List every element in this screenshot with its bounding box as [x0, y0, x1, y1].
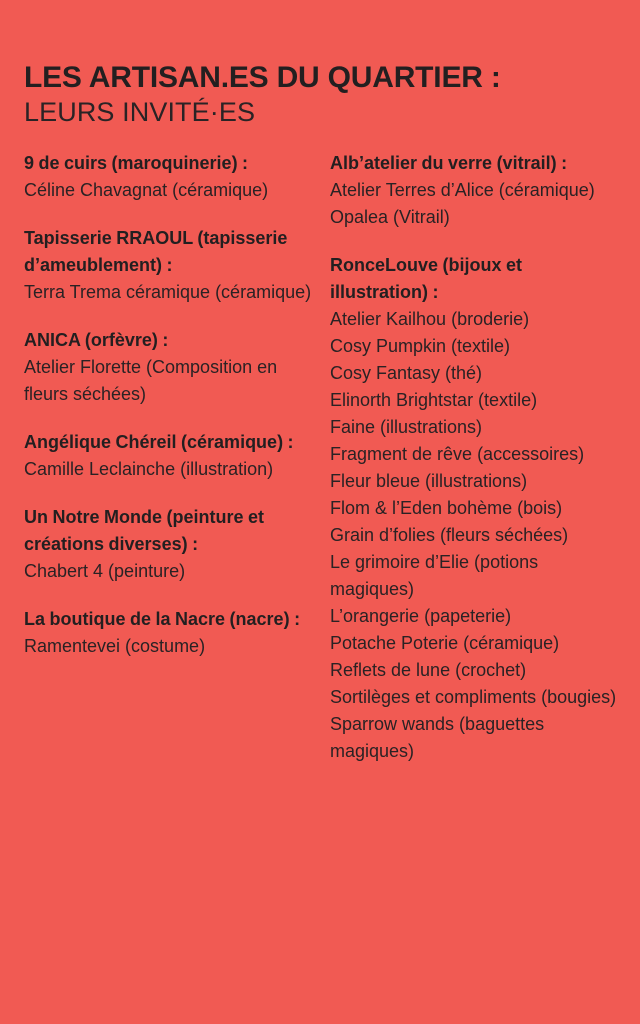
guest-list-item: Cosy Fantasy (thé): [330, 363, 483, 384]
guest-list-item: Sparrow wands (baguettes magiques): [330, 714, 545, 762]
poster-header: [24, 62, 622, 128]
artisan-group: [24, 504, 322, 585]
guest-list-item: Le grimoire d’Elie (potions magiques): [330, 552, 539, 600]
artisan-group-heading: La boutique de la Nacre (nacre) :: [24, 609, 301, 630]
guest-list-item: Fleur bleue (illustrations): [330, 471, 528, 492]
guest-list: [24, 456, 322, 483]
guest-list-item: Terra Trema céramique (céramique): [24, 282, 312, 303]
guest-list-item: Flom & l’Eden bohème (bois): [330, 498, 563, 519]
guest-list-item: Ramentevei (costume): [24, 636, 206, 657]
guest-list-item: Elinorth Brightstar (textile): [330, 390, 538, 411]
guest-list-item: Sortilèges et compliments (bougies): [330, 687, 617, 708]
guest-list-item: Camille Leclainche (illustration): [24, 459, 274, 480]
artisan-group-heading: ANICA (orfèvre) :: [24, 330, 169, 351]
right-column: [330, 150, 622, 765]
guest-list-item: Chabert 4 (peinture): [24, 561, 186, 582]
guest-list: [24, 177, 322, 204]
page-subtitle: LEURS INVITÉ·ES: [24, 97, 256, 128]
left-column: [24, 150, 330, 660]
columns-container: [24, 150, 622, 765]
guest-list-item: Atelier Terres d’Alice (céramique): [330, 180, 595, 201]
guest-list-item: Atelier Kailhou (broderie): [330, 309, 530, 330]
artisan-group: [24, 429, 322, 483]
guest-list-item: Faine (illustrations): [330, 417, 483, 438]
artisan-group: [24, 150, 322, 204]
artisan-group: [24, 225, 322, 306]
artisan-group: [330, 252, 622, 765]
guest-list-item: Potache Poterie (céramique): [330, 633, 560, 654]
artisan-group: [24, 327, 322, 408]
artisan-group: [24, 606, 322, 660]
guest-list-item: Céline Chavagnat (céramique): [24, 180, 269, 201]
guest-list: [330, 177, 622, 231]
guest-list: [24, 279, 322, 306]
guest-list: [24, 558, 322, 585]
guest-list-item: Cosy Pumpkin (textile): [330, 336, 511, 357]
guest-list-item: L’orangerie (papeterie): [330, 606, 512, 627]
guest-list: [24, 633, 322, 660]
artisan-group: [330, 150, 622, 231]
page-title: LES ARTISAN.ES DU QUARTIER :: [24, 61, 501, 94]
artisan-group-heading: Angélique Chéreil (céramique) :: [24, 432, 294, 453]
guest-list-item: Grain d’folies (fleurs séchées): [330, 525, 569, 546]
guest-list-item: Atelier Florette (Composition en fleurs séchées): [24, 357, 278, 405]
guest-list-item: Reflets de lune (crochet): [330, 660, 527, 681]
guest-list: [24, 354, 322, 408]
guest-list-item: Fragment de rêve (accessoires): [330, 444, 585, 465]
guest-list: [330, 306, 622, 765]
artisan-group-heading: Alb’atelier du verre (vitrail) :: [330, 153, 568, 174]
artisan-group-heading: Tapisserie RRAOUL (tapisserie d’ameublement) :: [24, 228, 288, 276]
artisan-group-heading: RonceLouve (bijoux et illustration) :: [330, 255, 523, 303]
guest-list-item: Opalea (Vitrail): [330, 207, 450, 228]
artisan-group-heading: Un Notre Monde (peinture et créations diverses) :: [24, 507, 264, 555]
artisan-group-heading: 9 de cuirs (maroquinerie) :: [24, 153, 249, 174]
